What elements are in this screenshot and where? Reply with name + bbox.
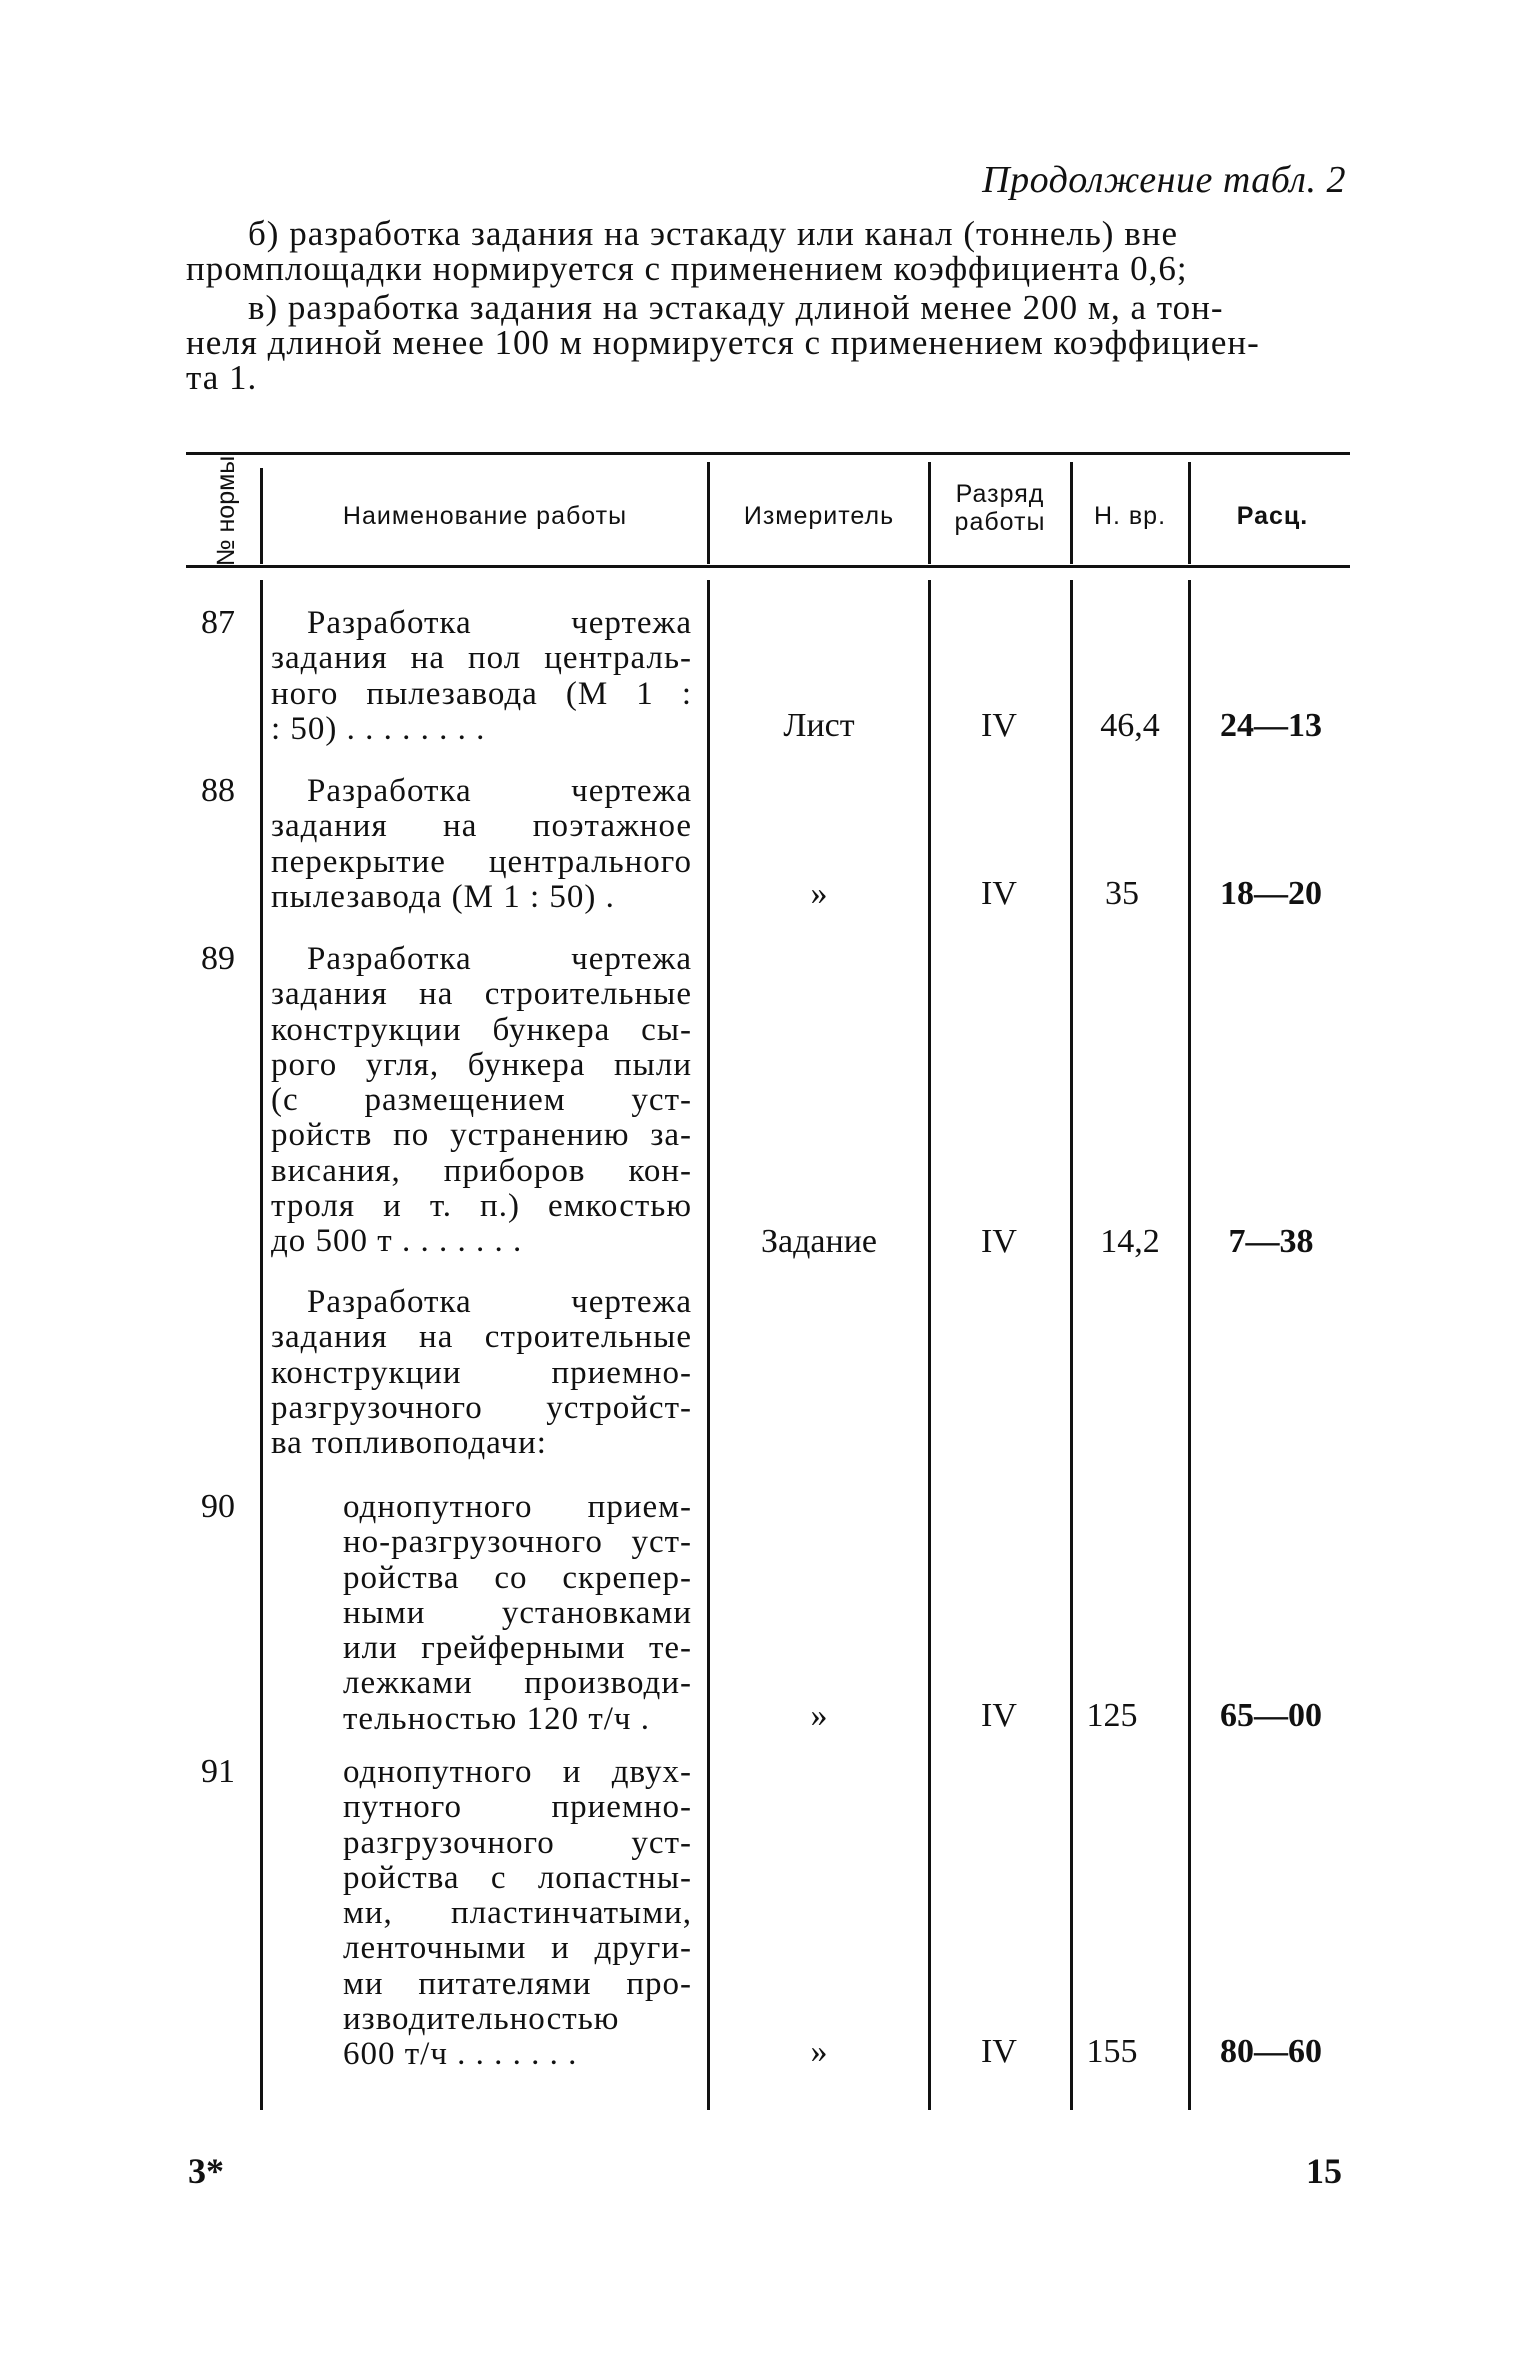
- description-line: но-разгрузочного уст-: [343, 1524, 692, 1561]
- description-line: задания на пол централь-: [271, 640, 692, 677]
- row-description: [271, 774, 692, 915]
- intro-paragraph-b: [186, 216, 1348, 286]
- description-line: перекрытие центрального: [271, 843, 692, 880]
- row-description: [271, 606, 692, 747]
- description-line: до 500 т . . . . . . .: [271, 1223, 523, 1260]
- description-line: троля и т. п.) емкостью: [271, 1188, 692, 1225]
- body-divider: [260, 580, 263, 2110]
- intro-line: та 1.: [186, 358, 258, 397]
- intro-line: в) разработка задания на эстакаду длиной менее 200 м, а тон-: [248, 288, 1224, 327]
- description-line: лежками производи-: [343, 1665, 692, 1702]
- row-unit: »: [810, 1697, 828, 1734]
- column-header-name: Наименование работы: [342, 502, 628, 530]
- intro-line: б) разработка задания на эстакаду или канал (тоннель) вне: [248, 214, 1179, 253]
- header-divider: [1070, 462, 1073, 564]
- intro-paragraph-v: [186, 290, 1348, 395]
- row-grade: IV: [981, 707, 1017, 744]
- row-number: 87: [201, 604, 235, 641]
- body-divider: [707, 580, 710, 2110]
- row-description: [271, 942, 692, 1260]
- description-line: конструкции приемно-: [271, 1354, 692, 1391]
- column-header-time: Н. вр.: [1093, 502, 1167, 530]
- column-header-rate: Расц.: [1236, 502, 1309, 530]
- row-number: 89: [201, 940, 235, 977]
- row-time: 155: [1086, 2033, 1138, 2070]
- description-line: ми питателями про-: [343, 1965, 692, 2002]
- row-grade: IV: [981, 875, 1017, 912]
- row-description: [343, 1490, 692, 1737]
- page-number: 15: [1306, 2151, 1342, 2191]
- description-line: Разработка чертежа: [307, 941, 692, 977]
- description-line: разгрузочного уст-: [343, 1824, 692, 1861]
- description-line: ва топливоподачи:: [271, 1425, 547, 1462]
- body-divider: [1070, 580, 1073, 2110]
- column-header-unit: Измеритель: [743, 502, 895, 530]
- description-line: изводительностью: [343, 2001, 620, 2038]
- row-rate: 24—13: [1220, 707, 1322, 744]
- signature-mark: 3*: [188, 2151, 224, 2191]
- row-time: 46,4: [1100, 707, 1160, 744]
- row-time: 35: [1105, 875, 1139, 912]
- row-grade: IV: [981, 1697, 1017, 1734]
- description-line: висания, приборов кон-: [271, 1152, 692, 1189]
- description-line: ройства со скрепер-: [343, 1559, 692, 1596]
- row-rate: 7—38: [1228, 1223, 1314, 1260]
- row-unit: Лист: [783, 707, 855, 744]
- description-line: задания на поэтажное: [271, 808, 692, 845]
- description-line: ного пылезавода (М 1 :: [271, 675, 692, 712]
- header-divider: [707, 462, 710, 564]
- description-line: конструкции бункера сы-: [271, 1011, 692, 1048]
- description-line: 600 т/ч . . . . . . .: [343, 2036, 578, 2073]
- description-line: разгрузочного устройст-: [271, 1389, 692, 1426]
- column-header-number: № нормы: [212, 455, 240, 567]
- description-line: тельностью 120 т/ч .: [343, 1700, 651, 1737]
- row-unit: »: [810, 875, 828, 912]
- row-rate: 18—20: [1220, 875, 1322, 912]
- description-line: ленточными и други-: [343, 1930, 692, 1967]
- description-line: Разработка чертежа: [307, 605, 692, 641]
- row-number: 91: [201, 1753, 235, 1790]
- row-rate: 65—00: [1220, 1697, 1322, 1734]
- group-heading: [271, 1285, 692, 1461]
- header-divider: [928, 462, 931, 564]
- table-top-rule: [186, 452, 1350, 455]
- table-header-rule: [186, 565, 1350, 568]
- row-grade: IV: [981, 1223, 1017, 1260]
- description-line: Разработка чертежа: [307, 773, 692, 809]
- description-line: : 50) . . . . . . . .: [271, 710, 486, 747]
- continuation-heading: Продолжение табл. 2: [982, 159, 1346, 201]
- row-number: 88: [201, 772, 235, 809]
- description-line: задания на строительные: [271, 1319, 692, 1356]
- intro-line: промплощадки нормируется с применением коэффициента 0,6;: [186, 249, 1188, 288]
- row-unit: »: [810, 2033, 828, 2070]
- row-grade: IV: [981, 2033, 1017, 2070]
- intro-line: неля длиной менее 100 м нормируется с применением коэффициен-: [186, 323, 1260, 362]
- description-line: ми, пластинчатыми,: [343, 1895, 692, 1932]
- row-description: [343, 1755, 692, 2073]
- description-line: (с размещением уст-: [271, 1082, 692, 1119]
- description-line: пылезавода (М 1 : 50) .: [271, 878, 615, 915]
- row-number: 90: [201, 1488, 235, 1525]
- row-unit: Задание: [761, 1223, 877, 1260]
- description-line: ройств по устранению за-: [271, 1117, 692, 1154]
- row-rate: 80—60: [1220, 2033, 1322, 2070]
- body-divider: [1188, 580, 1191, 2110]
- description-line: рого угля, бункера пыли: [271, 1046, 692, 1083]
- description-line: ройства с лопастны-: [343, 1859, 692, 1896]
- header-divider: [1188, 462, 1191, 564]
- description-line: однопутного и двух-: [343, 1754, 692, 1790]
- description-line: задания на строительные: [271, 976, 692, 1013]
- body-divider: [928, 580, 931, 2110]
- description-line: или грейферными те-: [343, 1630, 692, 1667]
- description-line: Разработка чертежа: [307, 1284, 692, 1320]
- row-time: 14,2: [1100, 1223, 1160, 1260]
- description-line: путного приемно-: [343, 1789, 692, 1826]
- description-line: ными установками: [343, 1594, 692, 1631]
- description-line: однопутного прием-: [343, 1489, 692, 1525]
- row-time: 125: [1086, 1697, 1138, 1734]
- column-header-grade: Разряд работы: [954, 480, 1046, 536]
